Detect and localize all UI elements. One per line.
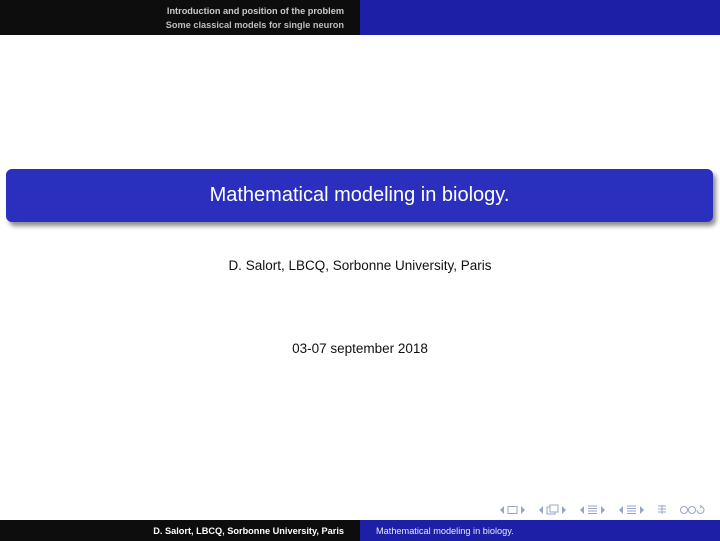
section-back-icon[interactable]: [578, 505, 586, 515]
frame-back-icon[interactable]: [498, 505, 506, 515]
footer-author: D. Salort, LBCQ, Sorbonne University, Paris: [153, 525, 344, 536]
footer-author-panel: [0, 520, 360, 541]
search-icon[interactable]: [678, 505, 706, 515]
appendix-icon[interactable]: [656, 504, 668, 516]
slide-author: D. Salort, LBCQ, Sorbonne University, Paris: [228, 258, 492, 273]
header-sections-panel: [0, 0, 360, 35]
section-forward-icon[interactable]: [638, 505, 646, 515]
navigation-symbols: [488, 500, 706, 520]
search-nav-group: [678, 505, 706, 515]
section2-nav-group: [617, 504, 646, 516]
frame-icon[interactable]: [506, 505, 519, 515]
section-icon[interactable]: [625, 504, 638, 516]
subsection-back-icon[interactable]: [537, 505, 545, 515]
section-link-intro[interactable]: Introduction and position of the problem: [166, 5, 344, 16]
section-icon[interactable]: [586, 504, 599, 516]
frame-nav-group: [498, 505, 527, 515]
slide-title: Mathematical modeling in biology.: [209, 184, 510, 206]
section-forward-icon[interactable]: [599, 505, 607, 515]
footer-title: Mathematical modeling in biology.: [376, 525, 514, 536]
footer-title-panel: [360, 520, 720, 541]
header-blue-panel: [360, 0, 720, 35]
header-bar: [0, 0, 720, 35]
footer-bar: [0, 520, 720, 541]
section-nav-group: [578, 504, 607, 516]
subsection-icon[interactable]: [545, 504, 560, 516]
appendix-nav-group: [656, 504, 668, 516]
title-block: [6, 169, 713, 222]
frame-forward-icon[interactable]: [519, 505, 527, 515]
subsection-nav-group: [537, 504, 568, 516]
slide-date: 03-07 september 2018: [292, 341, 428, 356]
section-back-icon[interactable]: [617, 505, 625, 515]
subsection-forward-icon[interactable]: [560, 505, 568, 515]
section-link-classical-models[interactable]: Some classical models for single neuron: [165, 19, 344, 30]
